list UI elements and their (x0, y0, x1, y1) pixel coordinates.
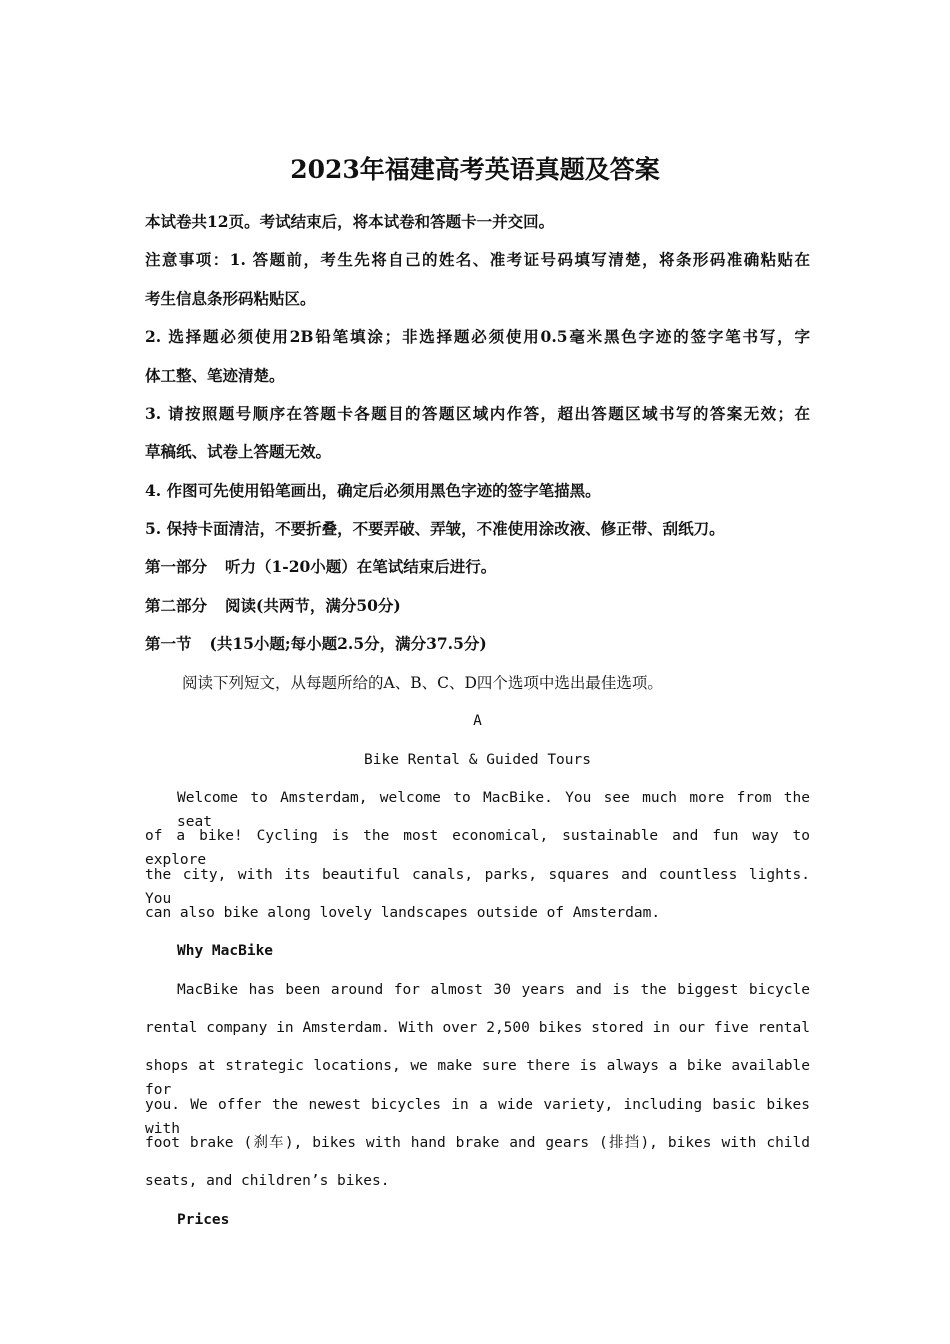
section-1-text: (共15小题;每小题2.5分，满分37.5分) (209, 634, 487, 653)
paragraph-2-line-5: foot brake (刹车), bikes with hand brake and gears (排挡), bikes with child (145, 1135, 810, 1151)
subheading-why-macbike: Why MacBike (177, 943, 274, 959)
part-1-label: 第一部分 (145, 557, 208, 576)
part-2-text: 阅读(共两节，满分50分) (225, 596, 401, 615)
part-2-label: 第二部分 (145, 596, 208, 615)
section-1-heading (145, 632, 810, 656)
paragraph-2-line-1: MacBike has been around for almost 30 years and is the biggest bicycle (177, 982, 810, 998)
page-title: 2023年福建高考英语真题及答案 (290, 155, 660, 184)
note-1-line-1: 注意事项：1. 答题前，考生先将自己的姓名、准考证号码填写清楚，将条形码准确粘贴在 (145, 250, 810, 269)
part-2-heading (145, 594, 810, 618)
passage-heading: Bike Rental & Guided Tours (364, 752, 591, 768)
paragraph-1-line-2: of a bike! Cycling is the most economical, sustainable and fun way to explore (145, 828, 810, 868)
paragraph-2-line-6: seats, and children’s bikes. (145, 1173, 390, 1189)
paragraph-1-line-3: the city, with its beautiful canals, parks, squares and countless lights. You (145, 867, 810, 907)
part-1-text: 听力（1-20小题）在笔试结束后进行。 (225, 557, 497, 576)
note-1-line-2: 考生信息条形码粘贴区。 (145, 289, 316, 308)
passage-letter: A (473, 713, 482, 729)
note-2-line-1: 2. 选择题必须使用2B铅笔填涂；非选择题必须使用0.5毫米黑色字迹的签字笔书写，字 (145, 327, 810, 346)
subheading-prices: Prices (177, 1212, 230, 1228)
intro-text: 本试卷共12页。考试结束后，将本试卷和答题卡一并交回。 (145, 212, 555, 231)
paragraph-2-line-3: shops at strategic locations, we make sure there is always a bike available for (145, 1058, 810, 1098)
section-1-label: 第一节 (145, 634, 192, 653)
note-4: 4. 作图可先使用铅笔画出，确定后必须用黑色字迹的签字笔描黑。 (145, 481, 601, 500)
note-5: 5. 保持卡面清洁，不要折叠，不要弄破、弄皱，不准使用涂改液、修正带、刮纸刀。 (145, 519, 725, 538)
paragraph-2-line-4: you. We offer the newest bicycles in a wide variety, including basic bikes with (145, 1097, 810, 1137)
note-3-line-1: 3. 请按照题号顺序在答题卡各题目的答题区域内作答，超出答题区域书写的答案无效；在 (145, 404, 810, 423)
paragraph-1-line-4: can also bike along lovely landscapes outside of Amsterdam. (145, 905, 661, 921)
part-1-heading (145, 555, 810, 579)
paragraph-1-line-1: Welcome to Amsterdam, welcome to MacBike. You see much more from the seat (177, 790, 810, 830)
reading-instruction: 阅读下列短文，从每题所给的A、B、C、D四个选项中选出最佳选项。 (182, 674, 663, 692)
note-2-line-2: 体工整、笔迹清楚。 (145, 366, 285, 385)
note-3-line-2: 草稿纸、试卷上答题无效。 (145, 442, 332, 461)
paragraph-2-line-2: rental company in Amsterdam. With over 2,500 bikes stored in our five rental (145, 1020, 810, 1036)
